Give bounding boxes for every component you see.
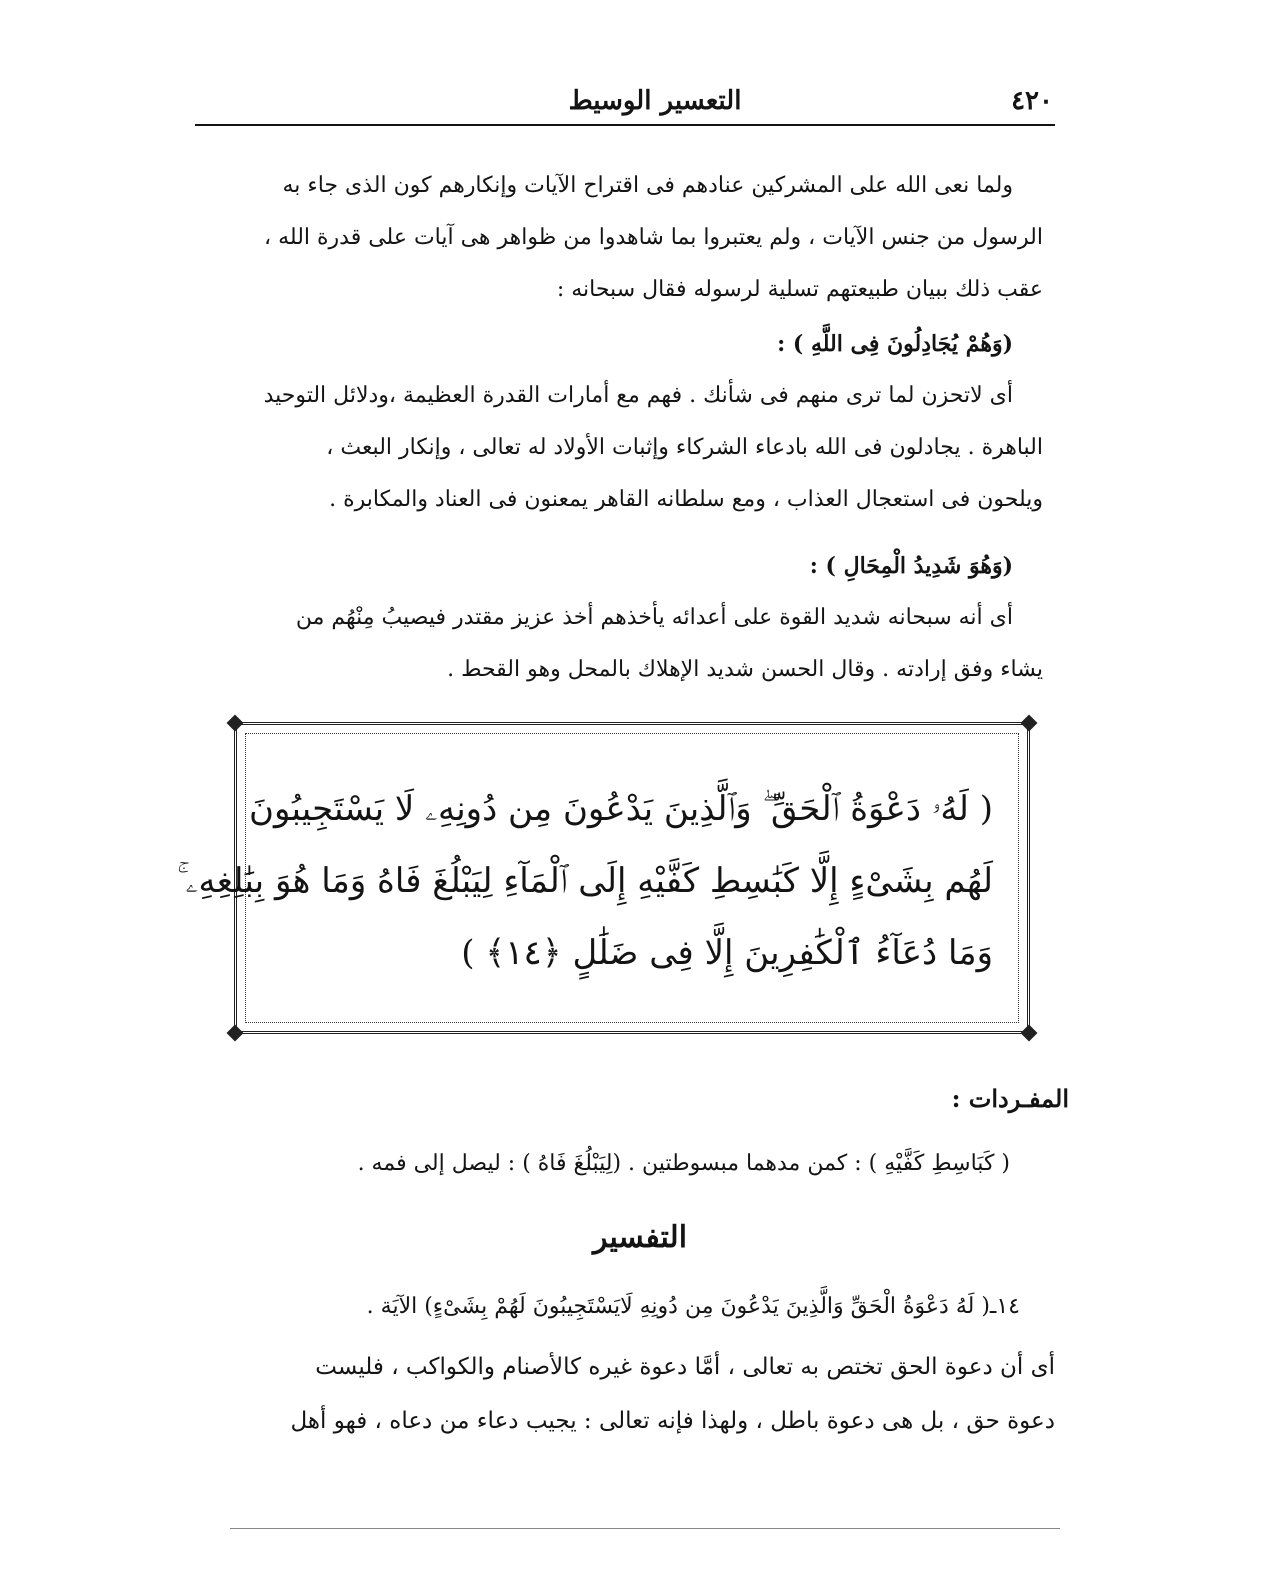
vocabulary-heading: المفـردات : [951, 1084, 1069, 1113]
page-header [195, 82, 1053, 122]
frame-corner-ornament [227, 1025, 244, 1042]
quran-line: وَمَا دُعَآءُ ٱلْكَٰفِرِينَ إِلَّا فِى ضَلَٰلٍ ﴿١٤﴾ ) [461, 933, 993, 973]
frame-corner-ornament [227, 715, 244, 732]
footer-rule [230, 1528, 1060, 1529]
tafsir-heading: التفسير [592, 1220, 688, 1255]
intro-line: الرسول من جنس الآيات ، ولم يعتبروا بما شاهدوا من ظواهر هى آيات على قدرة الله ، [264, 225, 1043, 250]
verse2-heading: (وَهُوَ شَدِيدُ الْمِحَالِ ) : [809, 553, 1013, 579]
verse1-line: الباهرة . يجادلون فى الله بادعاء الشركاء وإثبات الأولاد له تعالى ، وإنكار البعث ، [326, 435, 1043, 460]
tafsir-line: أى أن دعوة الحق تختص به تعالى ، أمَّا دعوة غيره كالأصنام والكواكب ، فليست [315, 1354, 1055, 1380]
vocabulary-text: ( كَبَاسِطِ كَفَّيْهِ ) : كمن مدهما مبسوطتين . (لِيَبْلُغَ فَاهُ ) : ليصل إلى فمه . [357, 1151, 1010, 1176]
intro-line: ولما نعى الله على المشركين عنادهم فى اقتراح الآيات وإنكارهم كون الذى جاء به [282, 173, 1013, 198]
tafsir-verse-reference: ١٤ـ( لَهُ دَعْوَةُ الْحَقِّ وَالَّذِينَ يَدْعُونَ مِن دُونِهِ لَايَسْتَجِيبُونَ لَهُمْ بِشَىْءٍ) الآيَة . [366, 1294, 1020, 1319]
verse2-section [215, 540, 1043, 696]
quran-verse-text [177, 773, 993, 989]
verse1-heading: (وَهُمْ يُجَادِلُونَ فِى اللَّهِ ) : [777, 331, 1013, 357]
running-title: التعسير الوسيط [568, 86, 742, 116]
page-number: ٤٢٠ [1011, 86, 1053, 116]
tafsir-line: دعوة حق ، بل هى دعوة باطل ، ولهذا فإنه تعالى : يجيب دعاء من دعاه ، فهو أهل [290, 1408, 1055, 1434]
tafsir-paragraph [215, 1340, 1055, 1448]
verse1-line: ويلحون فى استعجال العذاب ، ومع سلطانه القاهر يمعنون فى العناد والمكابرة . [329, 487, 1043, 512]
verse1-section [215, 318, 1043, 526]
intro-line: عقب ذلك ببيان طبيعتهم تسلية لرسوله فقال سبحانه : [556, 277, 1043, 302]
header-rule [195, 124, 1055, 126]
quran-line: ( لَهُۥ دَعْوَةُ ٱلْحَقِّ ۖ وَٱلَّذِينَ يَدْعُونَ مِن دُونِهِۦ لَا يَسْتَجِيبُونَ [249, 789, 993, 829]
verse1-line: أى لاتحزن لما ترى منهم فى شأنك . فهم مع أمارات القدرة العظيمة ،ودلائل التوحيد [263, 383, 1013, 408]
intro-paragraph [215, 160, 1043, 316]
frame-corner-ornament [1021, 1025, 1038, 1042]
frame-corner-ornament [1021, 715, 1038, 732]
quran-verse-frame [177, 722, 1030, 1034]
verse2-line: أى أنه سبحانه شديد القوة على أعدائه يأخذهم أخذ عزيز مقتدر فيصيبُ مِنْهُم من [295, 605, 1013, 630]
verse2-line: يشاء وفق إرادته . وقال الحسن شديد الإهلاك بالمحل وهو القحط . [447, 657, 1043, 682]
quran-line: لَهُم بِشَىْءٍ إِلَّا كَبَٰسِطِ كَفَّيْهِ إِلَى ٱلْمَآءِ لِيَبْلُغَ فَاهُ وَمَا هُوَ بِبَٰلِغِهِۦ ۚ [177, 861, 993, 901]
